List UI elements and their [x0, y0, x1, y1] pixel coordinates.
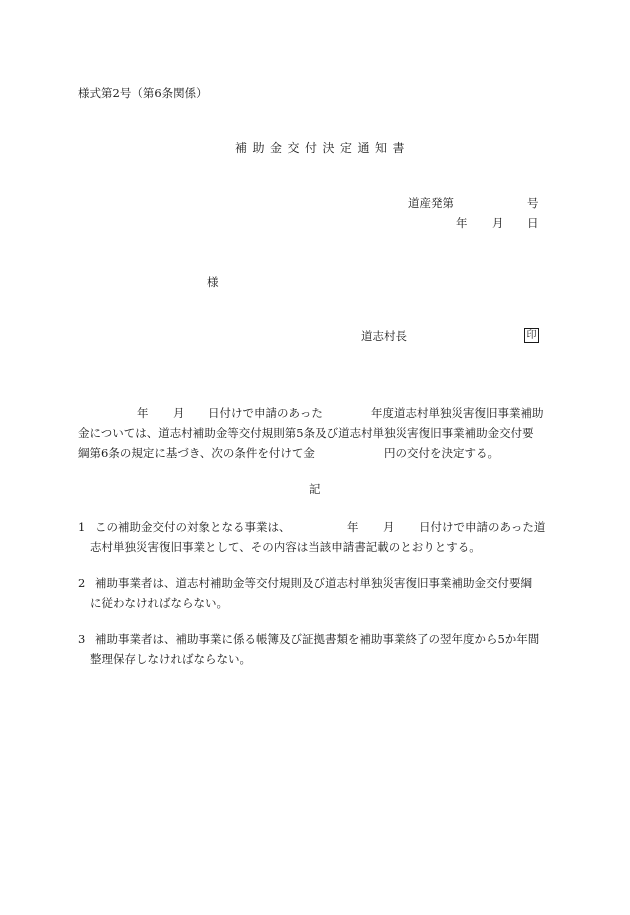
condition-1-line1-part1: この補助金交付の対象となる事業は、 — [95, 520, 291, 534]
seal-mark: 印 — [524, 328, 539, 343]
document-number-suffix: 号 — [527, 196, 539, 210]
document-number-prefix: 道産発第 — [408, 196, 454, 210]
form-label: 様式第2号（第6条関係） — [78, 86, 208, 100]
body-line3-part1: 綱第6条の規定に基づき、次の条件を付けて金 — [78, 446, 315, 460]
document-title: 補助金交付決定通知書 — [235, 141, 411, 155]
condition-1-line2: 志村単独災害復旧事業として、その内容は当該申請書記載のとおりとする。 — [90, 540, 481, 554]
note-heading: 記 — [309, 482, 321, 496]
body-line3-part2: 円の交付を決定する。 — [384, 446, 499, 460]
condition-2-line2: に従わなければならない。 — [90, 596, 228, 610]
date-day: 日 — [527, 216, 539, 230]
date-month: 月 — [492, 216, 504, 230]
condition-2-number: 2 — [78, 576, 86, 590]
date-year: 年 — [456, 216, 468, 230]
body-line1-year: 年 — [137, 406, 149, 420]
condition-3-line1: 補助事業者は、補助事業に係る帳簿及び証拠書類を補助事業終了の翌年度から5か年間 — [95, 632, 540, 646]
condition-1-line1-month: 月 — [383, 520, 395, 534]
condition-3-number: 3 — [78, 632, 86, 646]
body-line1-fiscal: 年度道志村単独災害復旧事業補助 — [371, 406, 544, 420]
issuer-name: 道志村長 — [361, 329, 407, 343]
body-line1-month: 月 — [173, 406, 185, 420]
body-line1-applied: 日付けで申請のあった — [208, 406, 323, 420]
condition-3-line2: 整理保存しなければならない。 — [90, 652, 251, 666]
condition-1-line1-year: 年 — [347, 520, 359, 534]
body-line2: 金については、道志村補助金等交付規則第5条及び道志村単独災害復旧事業補助金交付要 — [78, 426, 534, 440]
addressee-suffix: 様 — [207, 275, 219, 289]
condition-1-line1-part2: 日付けで申請のあった道 — [419, 520, 546, 534]
condition-2-line1: 補助事業者は、道志村補助金等交付規則及び道志村単独災害復旧事業補助金交付要綱 — [95, 576, 532, 590]
condition-1-number: 1 — [78, 520, 86, 534]
